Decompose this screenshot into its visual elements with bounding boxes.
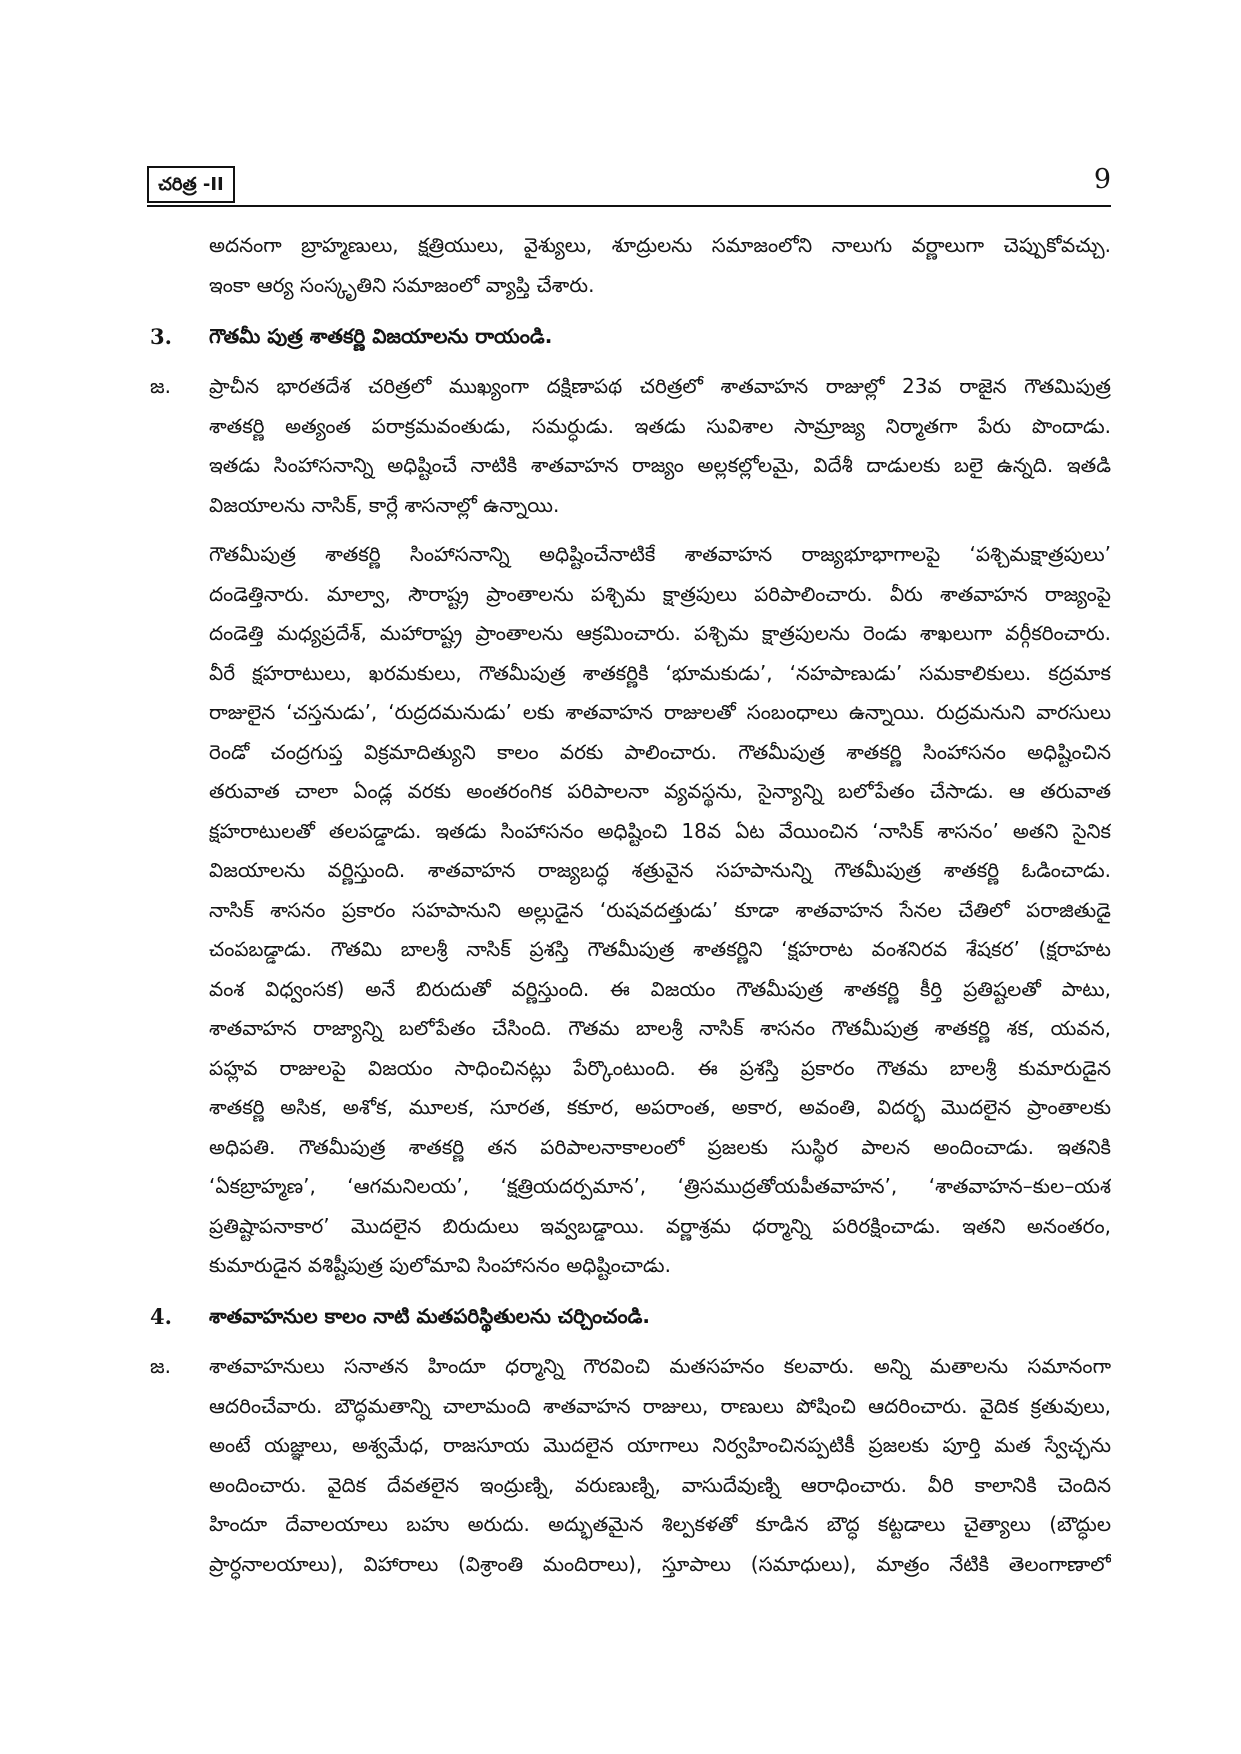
text-line: క్షహరాటులతో తలపడ్డాడు. ఇతడు సింహాసనం అధిష్టించి 18వ ఏట వేయించిన ‘నాసిక్ శాసనం’ అతని సైనిక: [209, 818, 1111, 843]
text-line: తరువాత చాలా ఏండ్ల వరకు అంతరంగిక పరిపాలనా వ్యవస్థను, సైన్యాన్ని బలోపేతం చేసాడు. ఆ తరువాత: [209, 779, 1111, 803]
text-line: శాతకర్ణి అత్యంత పరాక్రమవంతుడు, సమర్ధుడు. ఇతడు సువిశాల సామ్రాజ్య నిర్మాతగా పేరు పొందాడు.: [209, 413, 1111, 438]
text-line: రాజులైన ‘చస్తనుడు’, ‘రుద్రదమనుడు’ లకు శాతవాహన రాజులతో సంబంధాలు ఉన్నాయి. రుద్రమనుని వారసులు: [209, 700, 1111, 724]
text-line: హిందూ దేవాలయాలు బహు అరుదు. అద్భుతమైన శిల్పకళతో కూడిన బౌద్ధ కట్టడాలు చైత్యాలు (బౌద్ధుల: [209, 1512, 1111, 1536]
answer-marker: జ.: [150, 374, 171, 398]
chapter-label: చరిత్ర -II: [158, 174, 224, 195]
chapter-label-box: [147, 166, 235, 203]
answer-paragraph: [147, 367, 1111, 525]
question-text: గౌతమీ పుత్ర శాతకర్ణి విజయాలను రాయండి.: [209, 323, 553, 348]
text-line: ప్రతిష్టాపనాకార’ మొదలైన బిరుదులు ఇవ్వబడ్డాయి. వర్ణాశ్రమ ధర్మాన్ని పరిరక్షించాడు. ఇతని అనంతరం,: [209, 1213, 1111, 1238]
text-line: విజయాలను నాసిక్, కార్లే శాసనాల్లో ఉన్నాయి.: [209, 492, 560, 517]
question-number: 3.: [150, 323, 172, 349]
text-line: ఆదరించేవారు. బౌద్ధమతాన్ని చాలామంది శాతవాహన రాజులు, రాణులు పోషించి ఆదరించారు. వైదిక క్రతువులు,: [209, 1393, 1111, 1418]
text-line: శాతవాహన రాజ్యాన్ని బలోపేతం చేసింది. గౌతమ బాలశ్రీ నాసిక్ శాసనం గౌతమీపుత్ర శాతకర్ణి శక, యవన,: [209, 1016, 1111, 1040]
text-line: దండెత్తి మధ్యప్రదేశ్, మహారాష్ట్ర ప్రాంతాలను ఆక్రమించారు. పశ్చిమ క్షాత్రపులను రెండు శాఖలుగా వర్గీకరించారు.: [209, 621, 1111, 645]
text-line: శాతవాహనులు సనాతన హిందూ ధర్మాన్ని గౌరవించి మతసహనం కలవారు. అన్ని మతాలను సమానంగా: [209, 1354, 1111, 1378]
answer-paragraph: [147, 535, 1111, 1286]
text-line: చంపబడ్డాడు. గౌతమి బాలశ్రీ నాసిక్ ప్రశస్తి గౌతమీపుత్ర శాతకర్ణిని ‘క్షహరాట వంశనిరవ శేషకర’ (క్షరాహట: [209, 937, 1111, 961]
text-line: విజయాలను వర్ణిస్తుంది. శాతవాహన రాజ్యబద్ధ శత్రువైన సహపానున్ని గౌతమీపుత్ర శాతకర్ణి ఓడించాడు.: [209, 858, 1111, 882]
text-line: ప్రార్ధనాలయాలు), విహారాలు (విశ్రాంతి మందిరాలు), స్తూపాలు (సమాధులు), మాత్రం నేటికి తెలంగాణాలో: [209, 1551, 1111, 1576]
question-number: 4.: [150, 1303, 172, 1329]
page-content: [147, 226, 1111, 1584]
text-line: నాసిక్ శాసనం ప్రకారం సహపానుని అల్లుడైన ‘రుషవదత్తుడు’ కూడా శాతవాహన సేనల చేతిలో పరాజితుడై: [209, 897, 1111, 922]
text-line: దండెత్తినారు. మాల్వా, సౌరాష్ట్ర ప్రాంతాలను పశ్చిమ క్షాత్రపులు పరిపాలించారు. వీరు శాతవాహన రాజ్యంపై: [209, 581, 1111, 606]
continued-paragraph: [147, 226, 1111, 305]
text-line: శాతకర్ణి అసిక, అశోక, మూలక, సూరత, కకూర, అపరాంత, అకార, అవంతి, విదర్భ మొదలైన ప్రాంతాలకు: [209, 1095, 1111, 1119]
text-line: ‘ఏకబ్రాహ్మణ’, ‘ఆగమనిలయ’, ‘క్షత్రియదర్పమాన’, ‘త్రిసముద్రతోయపీతవాహన’, ‘శాతవాహన–కుల–యశ: [209, 1174, 1111, 1198]
text-line: వంశ విధ్వంసక) అనే బిరుదుతో వర్ణిస్తుంది. ఈ విజయం గౌతమీపుత్ర శాతకర్ణి కీర్తి ప్రతిష్టలతో పాటు,: [209, 976, 1111, 1001]
text-line: ఇతడు సింహాసనాన్ని అధిష్టించే నాటికి శాతవాహన రాజ్యం అల్లకల్లోలమై, విదేశీ దాడులకు బలై ఉన్నది. ఇతడి: [209, 453, 1111, 477]
text-line: గౌతమీపుత్ర శాతకర్ణి సింహాసనాన్ని అధిష్టించేనాటికే శాతవాహన రాజ్యభూభాగాలపై ‘పశ్చిమక్షాత్రపులు’: [209, 542, 1111, 566]
text-line: అధిపతి. గౌతమీపుత్ర శాతకర్ణి తన పరిపాలనాకాలంలో ప్రజలకు సుస్థిర పాలన అందించాడు. ఇతనికి: [209, 1134, 1111, 1159]
answer-paragraph: [147, 1347, 1111, 1584]
question-text: శాతవాహనుల కాలం నాటి మతపరిస్థితులను చర్చించండి.: [209, 1303, 651, 1328]
text-line: పహ్లవ రాజులపై విజయం సాధించినట్లు పేర్కొంటుంది. ఈ ప్రశస్తి ప్రకారం గౌతమ బాలశ్రీ కుమారుడైన: [209, 1055, 1111, 1080]
page-number: 9: [1093, 164, 1111, 195]
header-rule: [147, 205, 1111, 207]
text-line: ప్రాచీన భారతదేశ చరిత్రలో ముఖ్యంగా దక్షిణాపథ చరిత్రలో శాతవాహన రాజుల్లో 23వ రాజైన గౌతమిపుత్ర: [209, 374, 1111, 398]
text-line: రెండో చంద్రగుప్త విక్రమాదిత్యుని కాలం వరకు పాలించారు. గౌతమీపుత్ర శాతకర్ణి సింహాసనం అధిష్టించిన: [209, 739, 1111, 764]
text-line: అందించారు. వైదిక దేవతలైన ఇంద్రుణ్ని, వరుణుణ్ని, వాసుదేవుణ్ని ఆరాధించారు. వీరి కాలానికి చెందిన: [209, 1472, 1111, 1497]
text-line: అంటే యజ్ఞాలు, అశ్వమేధ, రాజసూయ మొదలైన యాగాలు నిర్వహించినప్పటికీ ప్రజలకు పూర్తి మత స్వేచ్ఛను: [209, 1433, 1111, 1457]
question-heading: [147, 1297, 1111, 1337]
text-line: అదనంగా బ్రాహ్మణులు, క్షత్రియులు, వైశ్యులు, శూద్రులను సమాజంలోని నాలుగు వర్ణాలుగా చెప్పుకోవచ్చు.: [209, 233, 1111, 257]
text-line: ఇంకా ఆర్య సంస్కృతిని సమాజంలో వ్యాప్తి చేశారు.: [209, 272, 595, 297]
text-line: వీరే క్షహరాటులు, ఖరమకులు, గౌతమీపుత్ర శాతకర్ణికి ‘భూమకుడు’, ‘నహపాణుడు’ సమకాలికులు. కద్రమాక: [209, 660, 1111, 685]
question-heading: [147, 317, 1111, 357]
answer-marker: జ.: [150, 1354, 171, 1378]
text-line: కుమారుడైన వశిష్టీపుత్ర పులోమావి సింహాసనం అధిష్టించాడు.: [209, 1253, 671, 1277]
